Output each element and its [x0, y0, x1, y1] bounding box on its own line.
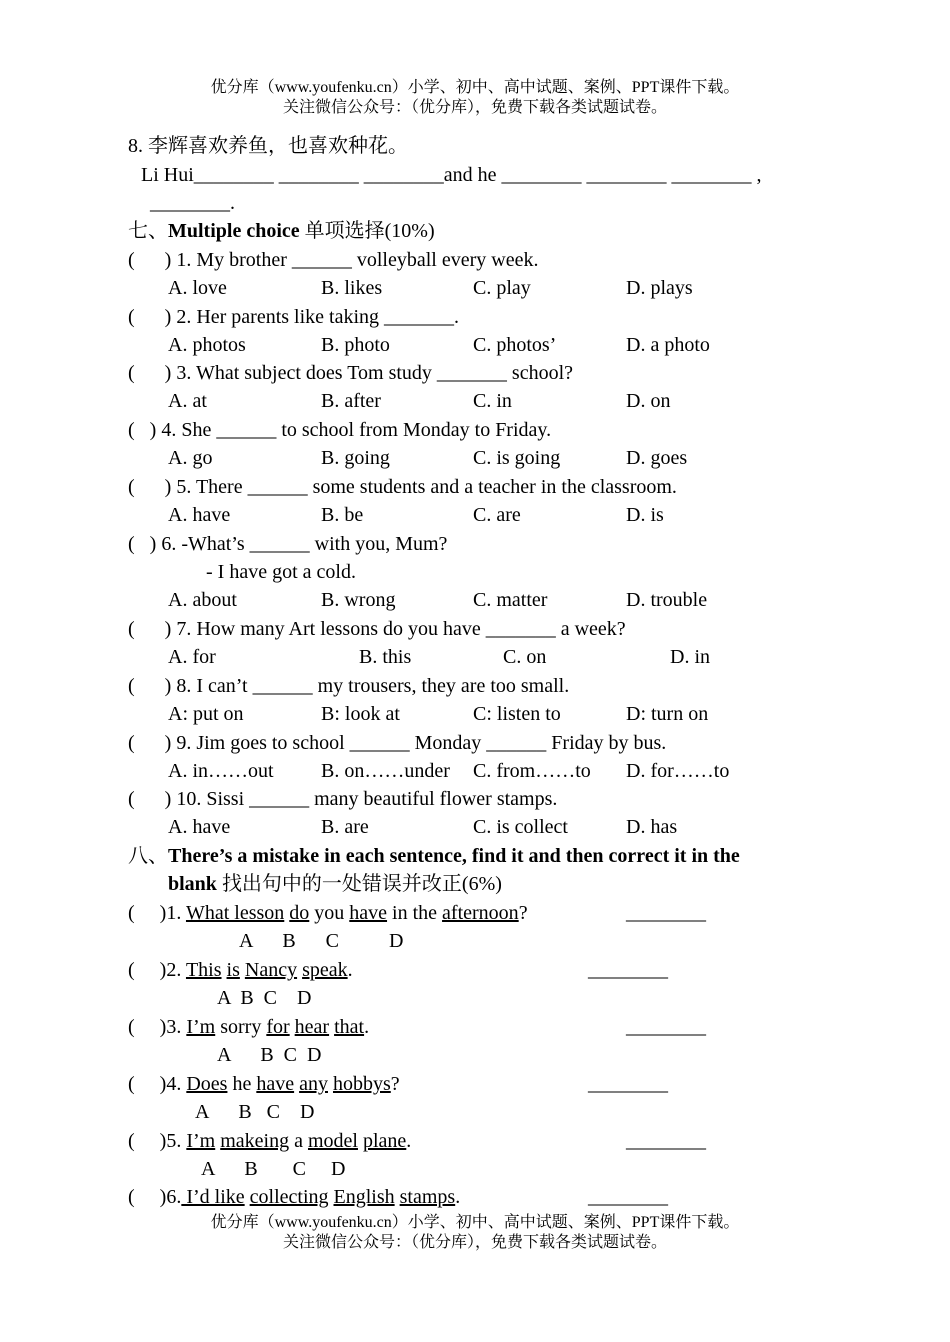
correction-blank-4[interactable]: ________ — [588, 1073, 668, 1095]
mc-option-7-a: A. for — [168, 646, 216, 668]
page-footer-line2: 关注微信公众号：（优分库），免费下载各类试题试卷。 — [282, 1234, 667, 1251]
section-7-heading — [128, 218, 435, 244]
error-sentence-text: . — [364, 1016, 370, 1038]
error-sentence-text: . — [455, 1186, 461, 1208]
translation-prompt: 8. 李辉喜欢养鱼，也喜欢种花。 — [128, 135, 408, 157]
error-underlined-word: any — [299, 1073, 328, 1095]
mc-option-9-b: B. on……under — [321, 760, 450, 782]
mc-option-6-d: D. trouble — [626, 589, 708, 611]
mc-option-10-d: D. has — [626, 816, 678, 838]
mc-option-8-d: D: turn on — [626, 703, 709, 725]
mc-question-5: ( ) 5. There ______ some students and a teacher in the classroom. — [128, 476, 677, 498]
mc-question-6-extra: - I have got a cold. — [206, 561, 356, 583]
error-sentence-1 — [128, 900, 528, 926]
mc-question-1: ( ) 1. My brother ______ volleyball every week. — [128, 249, 539, 271]
mc-option-1-d: D. plays — [626, 277, 693, 299]
mc-option-7-d: D. in — [670, 646, 710, 668]
error-underlined-word: hobbys — [332, 1073, 391, 1095]
error-underlined-word: have — [349, 902, 388, 924]
mc-option-3-c: C. in — [473, 390, 512, 412]
error-letter-labels-4: A B C D — [195, 1101, 315, 1123]
error-underlined-word: collecting — [249, 1186, 329, 1208]
mc-option-6-b: B. wrong — [321, 589, 396, 611]
error-underlined-word: have — [256, 1073, 295, 1095]
error-sentence-text: a — [289, 1130, 308, 1152]
error-sentence-text: sorry — [215, 1016, 267, 1038]
error-sentence-prefix: ( )2. — [128, 959, 186, 981]
correction-blank-1[interactable]: ________ — [626, 902, 706, 924]
mc-option-2-a: A. photos — [168, 334, 246, 356]
error-sentence-text: he — [227, 1073, 257, 1095]
mc-option-5-b: B. be — [321, 504, 364, 526]
mc-question-6: ( ) 6. -What’s ______ with you, Mum? — [128, 533, 448, 555]
error-sentence-prefix: ( )6. — [128, 1186, 182, 1208]
page-header-line2: 关注微信公众号：（优分库），免费下载各类试题试卷。 — [282, 99, 667, 116]
error-sentence-text: ? — [390, 1073, 400, 1095]
error-underlined-word: hear — [294, 1016, 330, 1038]
mc-option-2-d: D. a photo — [626, 334, 710, 356]
error-underlined-word: plane — [362, 1130, 407, 1152]
error-sentence-5 — [128, 1128, 411, 1154]
error-sentence-text: ? — [518, 902, 528, 924]
section-7-subtitle: 单项选择(10%) — [299, 220, 435, 242]
section-8-heading-line2 — [168, 871, 502, 897]
mc-option-4-d: D. goes — [626, 447, 688, 469]
mc-option-10-b: B. are — [321, 816, 369, 838]
mc-option-3-b: B. after — [321, 390, 381, 412]
error-sentence-4 — [128, 1071, 400, 1097]
mc-option-1-c: C. play — [473, 277, 531, 299]
error-underlined-word: makeing — [220, 1130, 290, 1152]
correction-blank-3[interactable]: ________ — [626, 1016, 706, 1038]
mc-option-2-c: C. photos’ — [473, 334, 557, 356]
error-underlined-word: This — [185, 959, 222, 981]
correction-blank-5[interactable]: ________ — [626, 1130, 706, 1152]
translation-answer-line1: Li Hui________ ________ ________and he ________ ________ ________ , — [141, 164, 762, 186]
error-underlined-word: Does — [186, 1073, 228, 1095]
mc-option-6-c: C. matter — [473, 589, 548, 611]
mc-option-3-a: A. at — [168, 390, 207, 412]
error-sentence-text: . — [347, 959, 353, 981]
mc-question-3: ( ) 3. What subject does Tom study _______ school? — [128, 362, 574, 384]
mc-option-10-a: A. have — [168, 816, 231, 838]
mc-option-6-a: A. about — [168, 589, 237, 611]
error-underlined-word: model — [307, 1130, 358, 1152]
correction-blank-2[interactable]: ________ — [588, 959, 668, 981]
error-sentence-text: in the — [387, 902, 443, 924]
error-underlined-word: I’m — [186, 1016, 216, 1038]
mc-option-9-c: C. from……to — [473, 760, 591, 782]
page-header-line1: 优分库（www.youfenku.cn）小学、初中、高中试题、案例、PPT课件下载。 — [210, 79, 740, 96]
error-underlined-word: do — [289, 902, 310, 924]
error-underlined-word: I’d like — [181, 1186, 245, 1208]
mc-option-7-b: B. this — [359, 646, 412, 668]
mc-option-4-a: A. go — [168, 447, 213, 469]
section-8-title-line1: There’s a mistake in each sentence, find it and then correct it in the — [168, 845, 740, 867]
error-underlined-word: speak — [302, 959, 348, 981]
mc-question-2: ( ) 2. Her parents like taking _______. — [128, 306, 460, 328]
mc-option-4-b: B. going — [321, 447, 390, 469]
error-letter-labels-1: A B C D — [239, 930, 404, 952]
error-sentence-prefix: ( )4. — [128, 1073, 187, 1095]
mc-question-7: ( ) 7. How many Art lessons do you have _______ a week? — [128, 618, 626, 640]
error-sentence-text: you — [309, 902, 350, 924]
mc-option-1-b: B. likes — [321, 277, 383, 299]
page-footer-line1: 优分库（www.youfenku.cn）小学、初中、高中试题、案例、PPT课件下载。 — [210, 1214, 740, 1231]
error-sentence-prefix: ( )5. — [128, 1130, 187, 1152]
section-7-title: Multiple choice — [168, 220, 300, 242]
mc-option-8-c: C: listen to — [473, 703, 561, 725]
mc-question-9: ( ) 9. Jim goes to school ______ Monday ______ Friday by bus. — [128, 732, 667, 754]
error-underlined-word: stamps — [399, 1186, 456, 1208]
mc-option-9-d: D. for……to — [626, 760, 730, 782]
correction-blank-6[interactable]: ________ — [588, 1186, 668, 1208]
error-letter-labels-3: A B C D — [217, 1044, 322, 1066]
section-7-num: 七、 — [128, 220, 168, 242]
error-sentence-6 — [128, 1184, 460, 1210]
error-underlined-word: is — [226, 959, 240, 981]
section-8-title-line2: blank — [168, 873, 217, 895]
mc-option-5-d: D. is — [626, 504, 664, 526]
error-underlined-word: I’m — [186, 1130, 216, 1152]
error-underlined-word: What lesson — [185, 902, 285, 924]
mc-question-4: ( ) 4. She ______ to school from Monday to Friday. — [128, 419, 552, 441]
error-sentence-prefix: ( )1. — [128, 902, 186, 924]
section-8-subtitle: 找出句中的一处错误并改正(6%) — [216, 873, 502, 895]
error-letter-labels-2: A B C D — [217, 987, 312, 1009]
mc-option-2-b: B. photo — [321, 334, 390, 356]
mc-option-1-a: A. love — [168, 277, 227, 299]
error-underlined-word: English — [333, 1186, 395, 1208]
mc-option-10-c: C. is collect — [473, 816, 568, 838]
section-8-num: 八、 — [128, 845, 168, 867]
error-underlined-word: that — [334, 1016, 365, 1038]
error-underlined-word: Nancy — [244, 959, 298, 981]
translation-answer-line2: ________. — [150, 192, 235, 214]
mc-option-9-a: A. in……out — [168, 760, 274, 782]
mc-option-3-d: D. on — [626, 390, 671, 412]
section-8-heading — [128, 843, 740, 869]
mc-option-8-a: A: put on — [168, 703, 244, 725]
error-sentence-text: . — [406, 1130, 412, 1152]
error-underlined-word: afternoon — [442, 902, 519, 924]
error-underlined-word: for — [266, 1016, 290, 1038]
mc-option-5-c: C. are — [473, 504, 521, 526]
error-letter-labels-5: A B C D — [201, 1158, 346, 1180]
error-sentence-prefix: ( )3. — [128, 1016, 187, 1038]
error-sentence-3 — [128, 1014, 369, 1040]
mc-question-10: ( ) 10. Sissi ______ many beautiful flower stamps. — [128, 788, 558, 810]
mc-option-4-c: C. is going — [473, 447, 561, 469]
mc-option-5-a: A. have — [168, 504, 231, 526]
mc-question-8: ( ) 8. I can’t ______ my trousers, they are too small. — [128, 675, 570, 697]
mc-option-7-c: C. on — [503, 646, 547, 668]
error-sentence-2 — [128, 957, 353, 983]
mc-option-8-b: B: look at — [321, 703, 400, 725]
